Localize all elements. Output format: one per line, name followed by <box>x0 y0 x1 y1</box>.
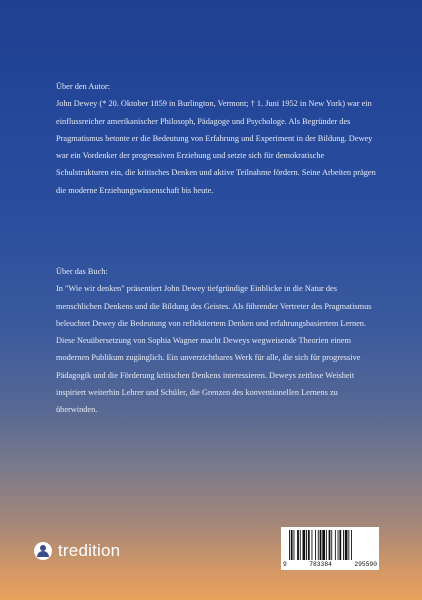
barcode-digit-group-1: 9 <box>283 561 287 568</box>
isbn-barcode <box>281 527 379 570</box>
book-text: In "Wie wir denken" präsentiert John Dewey tiefgründige Einblicke in die Natur des menschlichen Denkens und die Bildung des Geistes. Als führender Vertreter des Pragmatismus beleuchtet Dewey die Bedeutung von reflektiertem Denken und erfahrungsbasiertem Lernen. Diese Neuübersetzung von Sophia Wagner macht Deweys wegweisende Theorien einem modernen Publikum zugänglich. Ein unverzichtbares Werk für alle, die sich für progressive Pädagogik und die Förderung kritischen Denkens interessieren. Deweys zeitlose Weisheit inspiriert weiterhin Lehrer und Schüler, die Grenzen des konventionellen Lernens zu überwinden. <box>56 284 372 415</box>
author-section <box>56 78 378 199</box>
author-heading: Über den Autor: <box>56 82 111 91</box>
barcode-bars <box>289 530 373 560</box>
tredition-person-logo-icon <box>34 542 52 560</box>
author-text: John Dewey (* 20. Oktober 1859 in Burlington, Vermont; † 1. Juni 1952 in New York) war ein einflussreicher amerikanischer Philosoph, Pädagoge und Psychologe. Als Begründer des Pragmatismus betonte er die Bedeutung von Erfahrung und Experiment in der Bildung. Dewey war ein Vordenker der progressiven Erziehung und setzte sich für demokratische Schulstrukturen ein, die kritisches Denken und aktive Teilnahme fördern. Seine Arbeiten prägen die moderne Erziehungswissenschaft bis heute. <box>56 99 376 195</box>
book-heading: Über das Buch: <box>56 267 108 276</box>
publisher-logo <box>34 538 120 564</box>
publisher-name: tredition <box>58 541 121 560</box>
barcode-digit-group-2: 783384 <box>309 561 332 568</box>
book-section <box>56 263 378 419</box>
barcode-digit-group-3: 295590 <box>354 561 377 568</box>
barcode-digits <box>283 559 377 568</box>
